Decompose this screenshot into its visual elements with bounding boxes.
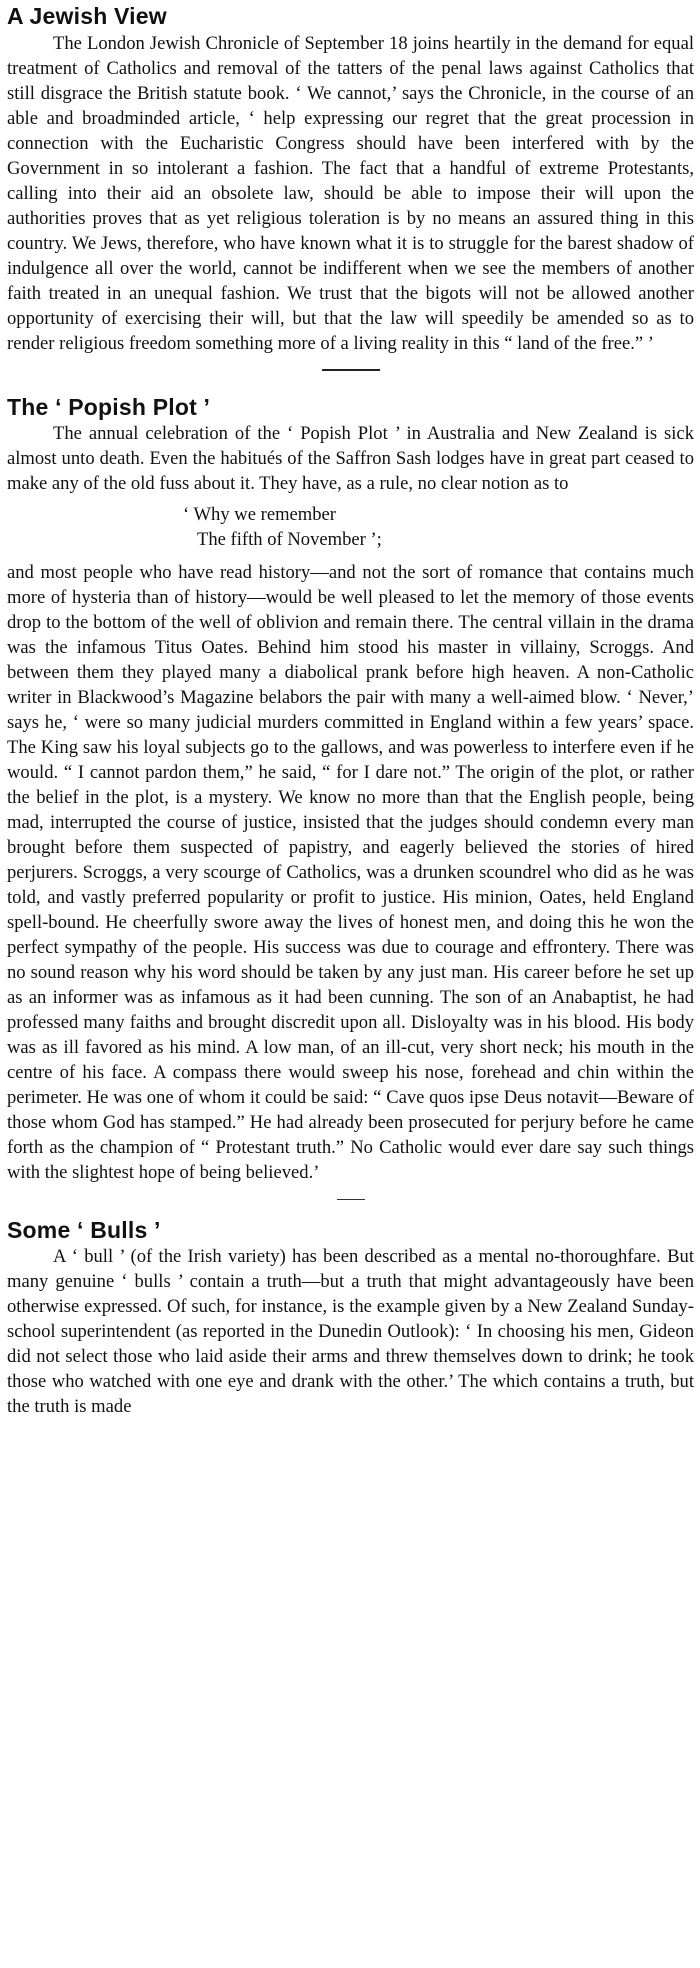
verse-line: The fifth of November ’;	[197, 529, 382, 550]
article-paragraph: and most people who have read history—and not the sort of romance that contains much more of hysteria than of history—would be well pleased to let the memory of those events drop to the bottom of the well of oblivion and remain there. The central villain in the drama was the infamous Titus Oates. Behind him stood his master in villainy, Scroggs. And between them they played many a diabolical prank before high heaven. A non-Catholic writer in Blackwood’s Magazine belabors the pair with many a well-aimed blow. ‘ Never,’ says he, ‘ were so many judicial murders committed in England within a few years’ space. The King saw his loyal subjects go to the gallows, and was powerless to interfere even if he would. “ I cannot pardon them,” he said, “ for I dare not.” The origin of the plot, or rather the belief in the plot, is a mystery. We know no more than that the English people, being mad, interrupted the course of justice, insisted that the judges should condemn every man brought before them suspected of papistry, and eagerly believed the stories of hired perjurers. Scroggs, a very scourge of Catholics, was a drunken scoundrel who did as he was told, and vastly preferred popularity or profit to justice. His minion, Oates, held England spell-bound. He cheerfully swore away the lives of honest men, and doing this he won the perfect sympathy of the people. His success was due to courage and effrontery. There was no sound reason why his word should be taken by any just man. His career before he set up as an informer was as infamous as it had been cunning. The son of an Anabaptist, he had professed many faiths and brought discredit upon all. Disloyalty was in his blood. His body was as ill favored as his mind. A low man, of an ill-cut, very short neck; his mouth in the centre of his face. A compass there would sweep his nose, forehead and chin within the perimeter. He was one of whom it could be said: “ Cave quos ipse Deus notavit—Beware of those whom God has stamped.” He had already been prosecuted for perjury before he came forth as the champion of “ Protestant truth.” No Catholic would ever dare say such things with the slightest hope of being believed.’	[7, 562, 694, 1183]
verse-line: ‘ Why we remember	[183, 504, 336, 525]
article-heading: The ‘ Popish Plot ’	[7, 394, 211, 420]
verse-quote	[7, 502, 694, 552]
article-paragraph: The London Jewish Chronicle of September 18 joins heartily in the demand for equal treatment of Catholics and removal of the tatters of the penal laws against Catholics that still disgrace the British statute book. ‘ We cannot,’ says the Chronicle, in the course of an able and broadminded article, ‘ help expressing our regret that the great procession in connection with the Eucharistic Congress should have been interfered with by the Government in so intolerant a fashion. The fact that a handful of extreme Protestants, calling into their aid an obsolete law, should be able to impose their will upon the authorities proves that as yet religious toleration is by no means an assured thing in this country. We Jews, therefore, who have known what it is to struggle for the barest shadow of indulgence all over the world, cannot be indifferent when we see the members of another faith treated in an unequal fashion. We trust that the bigots will not be allowed another opportunity of exercising their will, but that the law will speedily be amended so as to render religious freedom something more of a living reality in this “ land of the free.” ’	[7, 33, 694, 354]
section-divider	[337, 1199, 365, 1200]
article-heading: A Jewish View	[7, 3, 167, 29]
article-jewish-view	[7, 0, 694, 356]
section-divider	[322, 369, 380, 371]
article-paragraph: A ‘ bull ’ (of the Irish variety) has been described as a mental no-thoroughfare. But many genuine ‘ bulls ’ contain a truth—but a truth that might advantageously have been otherwise expressed. Of such, for instance, is the example given by a New Zealand Sunday-school superintendent (as reported in the Dunedin Outlook): ‘ In choosing his men, Gideon did not select those who laid aside their arms and threw themselves down to drink; he took those who watched with one eye and drank with the other.’ The which contains a truth, but the truth is made	[7, 1246, 694, 1417]
article-some-bulls	[7, 1216, 694, 1419]
article-heading: Some ‘ Bulls ’	[7, 1217, 161, 1243]
article-popish-plot	[7, 393, 694, 1185]
article-paragraph: The annual celebration of the ‘ Popish Plot ’ in Australia and New Zealand is sick almost unto death. Even the habitués of the Saffron Sash lodges have in great part ceased to make any of the old fuss about it. They have, as a rule, no clear notion as to	[7, 423, 694, 494]
